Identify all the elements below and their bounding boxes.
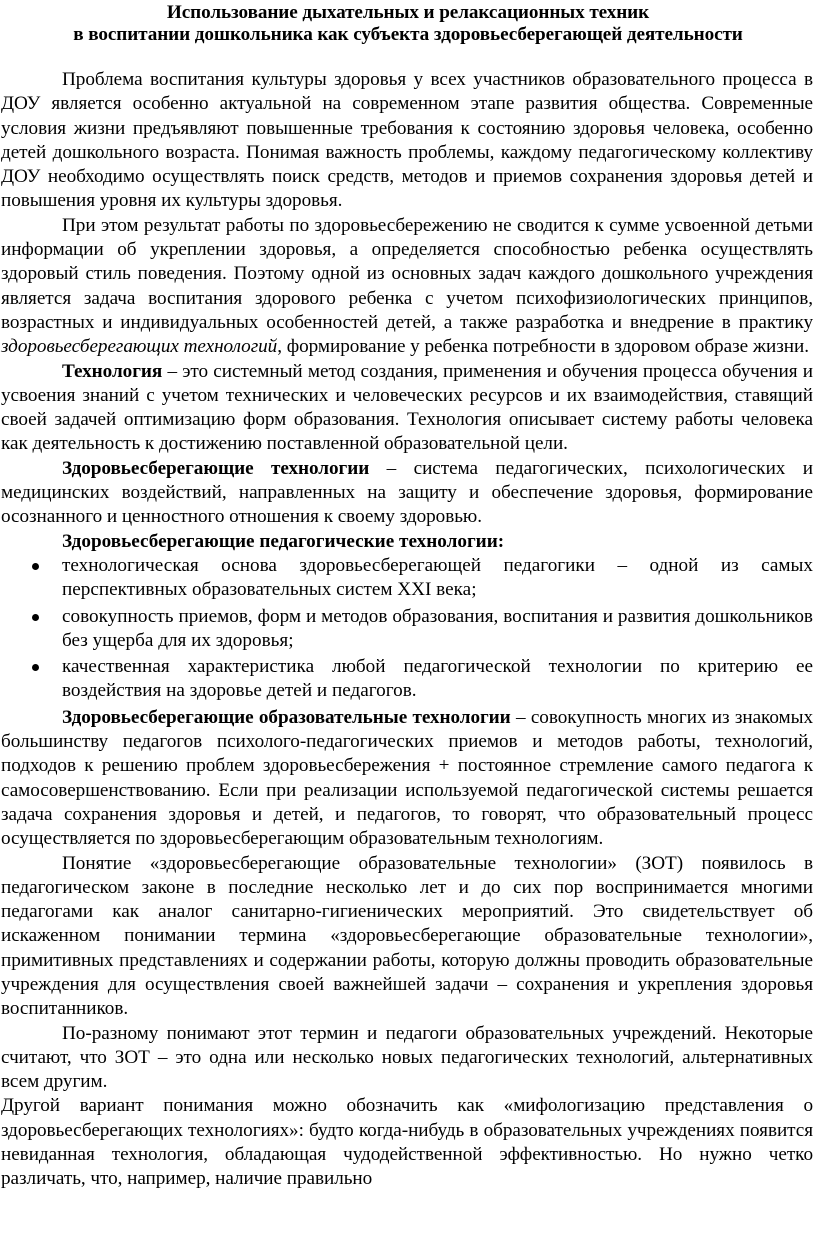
definition-health-tech: – система педагогических, психологических и медицинских воздействий, направленных на защиту и обеспечение здоровья, формирование осознанного и ценностного отношения к своему здоровью. [1,457,813,528]
paragraph-zot-concept: Понятие «здоровьесберегающие образовательные технологии» (ЗОТ) появилось в педагогическом законе в последние несколько лет и до сих пор воспринимается многими педагогами как аналог санитарно-гигиенических мероприятий. Это свидетельствует об искаженном понимании термина «здоровьесберегающие образовательные технологии», примитивных представлениях и содержании работы, которую должны проводить образовательные учреждения для осуществления своей важнейшей задачи – сохранения и укрепления здоровья воспитанников. [1,852,813,1020]
paragraph-technology-definition [0,360,816,457]
section-heading-pedagogical: Здоровьесберегающие педагогические технологии: [62,530,505,552]
paragraph-problem: Проблема воспитания культуры здоровья у всех участников образовательного процесса в ДОУ является особенно актуальной на современном этапе развития общества. Современные условия жизни предъявляют повышенные требования к состоянию здоровья человека, особенно детей дошкольного возраста. Понимая важность проблемы, каждому педагогическому коллективу ДОУ необходимо осуществлять поиск средств, методов и приемов сохранения здоровья детей и повышения уровня их культуры здоровья. [1,69,813,212]
bullet-list [0,554,816,704]
paragraph-result-tail: , формирование у ребенка потребности в здоровом образе жизни. [277,336,809,358]
bullet-icon [32,614,39,621]
list-item [0,554,816,603]
title-line-2: в воспитании дошкольника как субъекта здоровьесберегающей деятельности [73,24,743,45]
term-educational-tech: Здоровьесберегающие образовательные технологии [62,706,511,728]
term-technology: Технология [62,360,163,382]
document-page [0,2,816,1192]
list-item [0,655,816,704]
list-item-text: совокупность приемов, форм и методов образования, воспитания и развития дошкольников без ущерба для их здоровья; [62,605,813,651]
paragraph-educational-tech-definition [0,706,816,852]
definition-educational-tech: – совокупность многих из знакомых большинству педагогов психолого-педагогических приемов и методов работы, технологий, подходов к решению проблем здоровьесбережения + постоянное стремление самого педагога к самосовершенствованию. Если при реализации используемой педагогической системы решается задача сохранения здоровья и детей, и педагогов, то говорят, что образовательный процесс осуществляется по здоровьесберегающим образовательным технологиям. [1,706,813,850]
list-item [0,605,816,654]
definition-technology: – это системный метод создания, применения и обучения процесса обучения и усвоения знаний с учетом технических и человеческих ресурсов и их взаимодействия, ставящий своей задачей оптимизацию форм образования. Технология описывает систему работы человека как деятельность к достижению поставленной образовательной цели. [1,360,813,455]
paragraph-understanding: По-разному понимают этот термин и педагоги образовательных учреждений. Некоторые считают, что ЗОТ – это одна или несколько новых педагогических технологий, альтернативных всем другим. [1,1022,813,1093]
bullet-icon [32,664,39,671]
term-health-tech: Здоровьесберегающие технологии [62,457,370,479]
title-line-1: Использование дыхательных и релаксационных техник [166,2,650,23]
paragraph-mythologization: Другой вариант понимания можно обозначить как «мифологизацию представления о здоровьесберегающих технологиях»: будто когда-нибудь в образовательных учреждениях появится невиданная технология, обладающая чудодейственной эффективностью. Но нужно четко различать, что, например, наличие правильно [1,1095,813,1190]
paragraph-result-text: При этом результат работы по здоровьесбережению не сводится к сумме усвоенной детьми информации об укреплении здоровья, а определяется способностью ребенка осуществлять здоровый стиль поведения. Поэтому одной из основных задач каждого дошкольного учреждения является задача воспитания здорового ребенка с учетом психофизиологических принципов, возрастных и индивидуальных особенностей детей, а также разработка и внедрение в практику [1,214,813,333]
paragraph-health-tech-definition [0,457,816,530]
bullet-icon [32,563,39,570]
paragraph-result [0,214,816,360]
list-item-text: качественная характеристика любой педагогической технологии по критерию ее воздействия на здоровье детей и педагогов. [62,656,813,702]
italic-term-technologies: здоровьесберегающих технологий [1,336,278,358]
list-item-text: технологическая основа здоровьесберегающей педагогики – одной из самых перспективных образовательных систем XXI века; [62,554,813,601]
document-title [0,2,816,46]
